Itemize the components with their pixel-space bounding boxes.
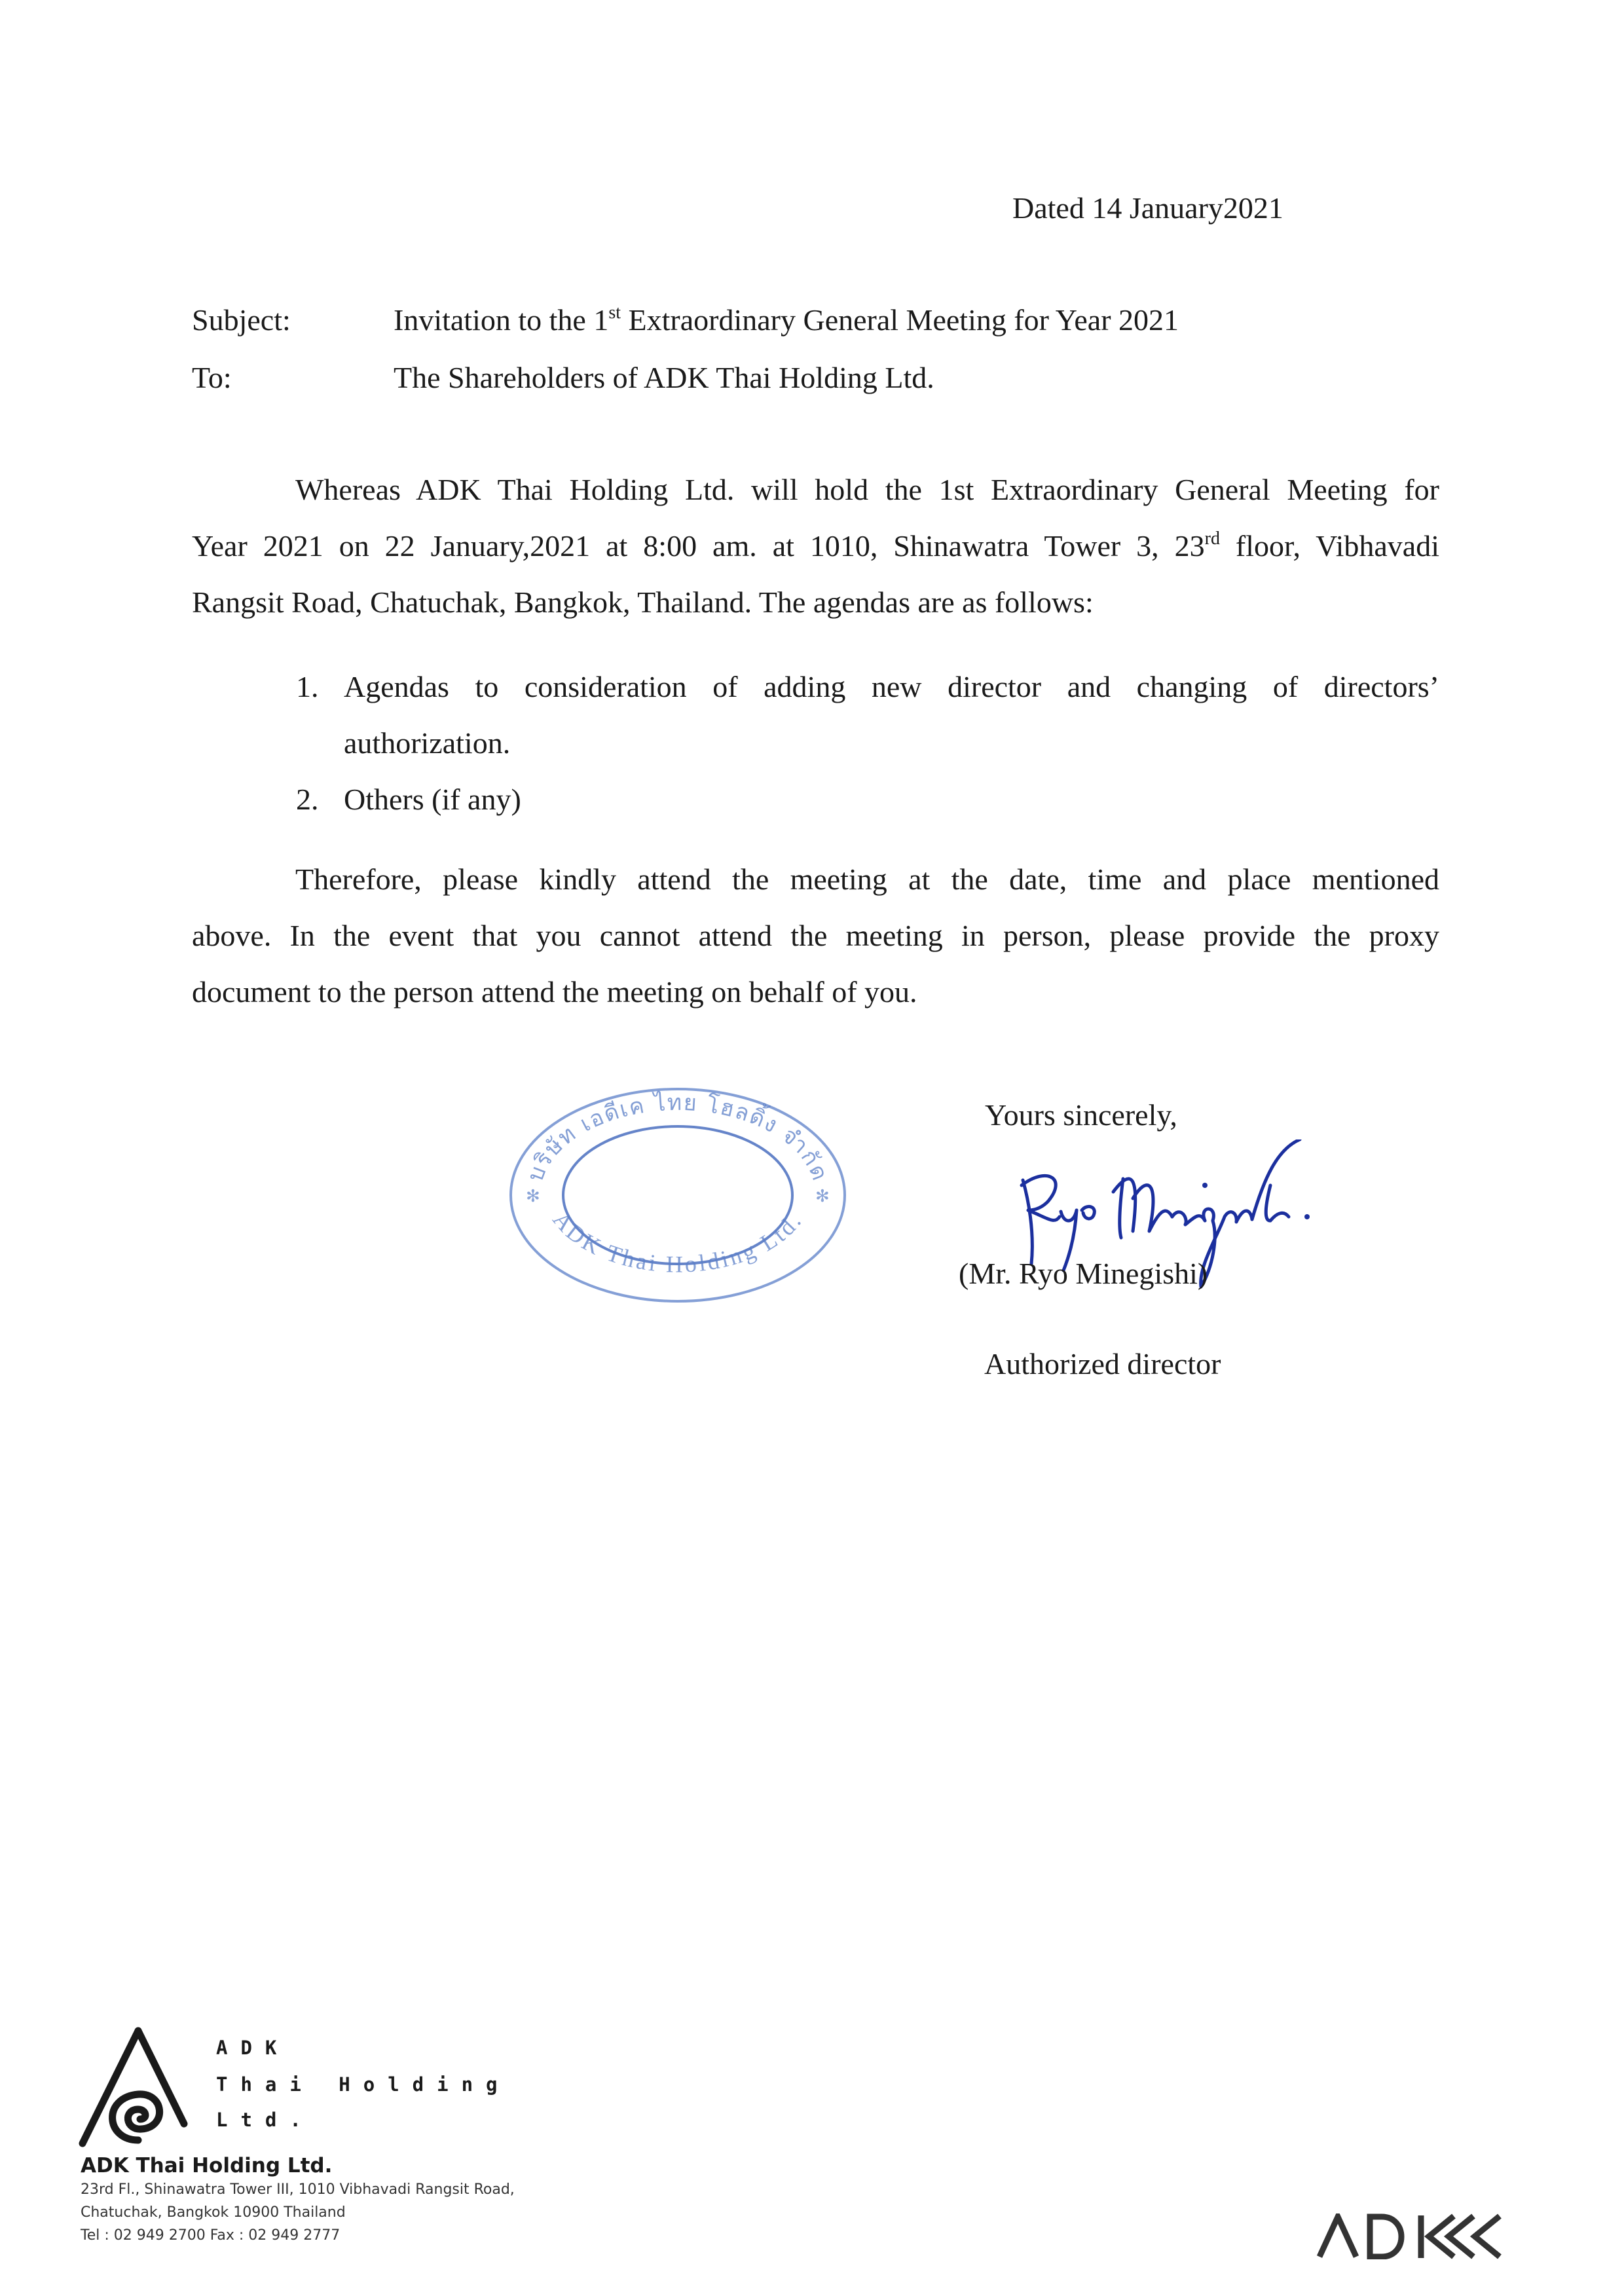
agenda-item-1-line-2: authorization.: [344, 726, 511, 760]
subject-label: Subject:: [192, 303, 291, 337]
letter-date: Dated 14 January2021: [1012, 191, 1283, 225]
footer-contact: Tel : 02 949 2700 Fax : 02 949 2777: [81, 2227, 341, 2244]
stamp-thai-text: บริษัท เอดีเค ไทย โฮลดิ้ง จำกัด: [522, 1089, 834, 1185]
to-text: The Shareholders of ADK Thai Holding Ltd.: [394, 361, 934, 394]
agenda-item-1-line-1: Agendas to consideration of adding new director and changing of directors’: [344, 670, 1439, 703]
svg-text:บริษัท เอดีเค ไทย โฮลดิ้ง จำกั: [522, 1090, 833, 1185]
adk-logo-icon: [76, 2026, 200, 2150]
logo-text-line-1: ADK: [216, 2037, 290, 2059]
body-line-3: Rangsit Road, Chatuchak, Bangkok, Thailand. The agendas are as follows:: [192, 585, 1094, 619]
closing-line-3: document to the person attend the meeting on behalf of you.: [192, 975, 917, 1009]
logo-text-line-2: Thai Holding: [216, 2073, 511, 2096]
subject-text: Invitation to the 1st Extraordinary General Meeting for Year 2021: [394, 303, 1179, 337]
to-label: To:: [192, 361, 232, 394]
company-stamp: [501, 1081, 855, 1310]
svg-text:✻: ✻: [815, 1187, 830, 1206]
closing-line-2: above. In the event that you cannot attend the meeting in person, please provide the proxy: [192, 919, 1439, 952]
svg-text:✻: ✻: [526, 1187, 540, 1206]
valediction: Yours sincerely,: [985, 1098, 1177, 1132]
agenda-number: 2.: [296, 783, 319, 816]
body-line-1: Whereas ADK Thai Holding Ltd. will hold the 1st Extraordinary General Meeting for: [295, 473, 1439, 506]
logo-text-line-3: Ltd.: [216, 2109, 314, 2131]
footer-address-line-2: Chatuchak, Bangkok 10900 Thailand: [81, 2204, 346, 2221]
adk-brand-logo: [1316, 2213, 1503, 2259]
svg-text:ADK Thai Holding Ltd.: [548, 1206, 808, 1277]
signatory-title: Authorized director: [984, 1347, 1221, 1380]
closing-line-1: Therefore, please kindly attend the meeting at the date, time and place mentioned: [295, 862, 1439, 896]
body-line-2: Year 2021 on 22 January,2021 at 8:00 am. at 1010, Shinawatra Tower 3, 23rd floor, Vibhavadi: [192, 528, 1439, 563]
footer-address-line-1: 23rd Fl., Shinawatra Tower III, 1010 Vibhavadi Rangsit Road,: [81, 2181, 515, 2198]
stamp-english-text: ADK Thai Holding Ltd.: [547, 1206, 808, 1278]
brand-text: ADK: [1316, 2213, 1318, 2214]
agenda-number: 1.: [296, 670, 319, 703]
footer-company-name: ADK Thai Holding Ltd.: [81, 2154, 333, 2177]
signatory-name: (Mr. Ryo Minegishi): [959, 1257, 1208, 1290]
agenda-item-2: Others (if any): [344, 783, 521, 816]
